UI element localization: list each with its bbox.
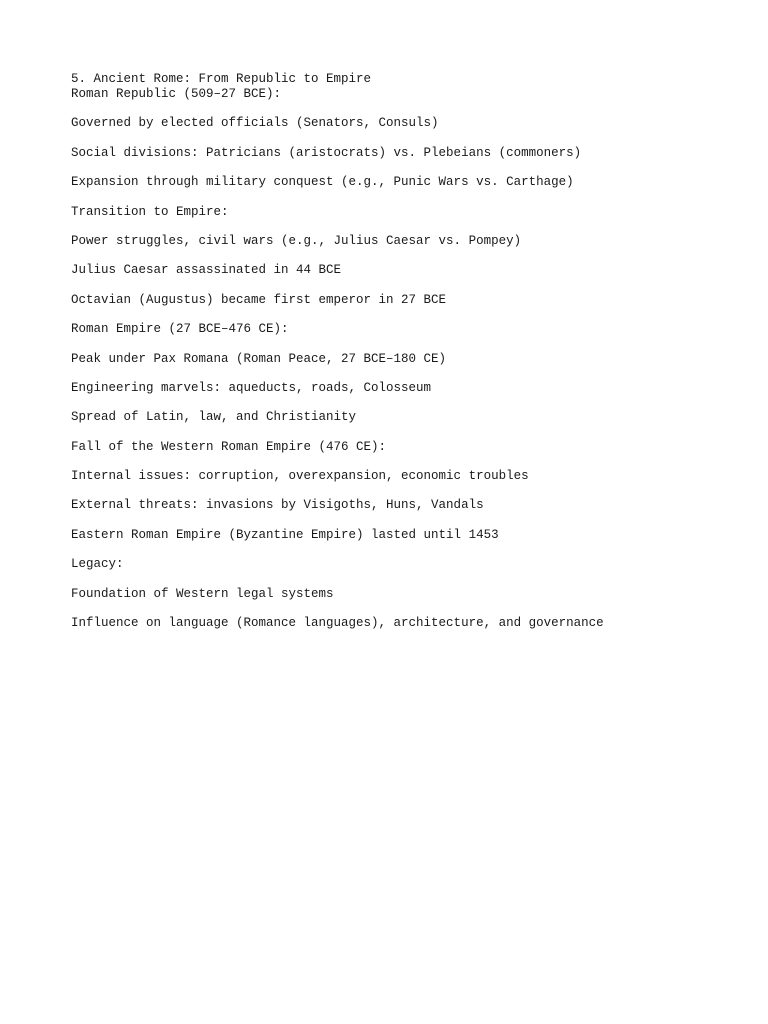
paragraph: Engineering marvels: aqueducts, roads, Colosseum: [71, 380, 432, 395]
paragraph: Social divisions: Patricians (aristocrats) vs. Plebeians (commoners): [71, 145, 582, 160]
paragraph: Governed by elected officials (Senators, Consuls): [71, 116, 439, 131]
document-page: [71, 72, 731, 631]
section-heading: Fall of the Western Roman Empire (476 CE):: [71, 439, 387, 454]
section-heading: Transition to Empire:: [71, 204, 229, 219]
paragraph: Spread of Latin, law, and Christianity: [71, 410, 357, 425]
section-subtitle: Roman Republic (509–27 BCE):: [71, 87, 282, 101]
heading-block: [71, 72, 731, 102]
paragraph: Eastern Roman Empire (Byzantine Empire) lasted until 1453: [71, 527, 499, 542]
paragraph: Peak under Pax Romana (Roman Peace, 27 BCE–180 CE): [71, 351, 447, 366]
section-heading: Roman Empire (27 BCE–476 CE):: [71, 322, 289, 337]
paragraph: Julius Caesar assassinated in 44 BCE: [71, 263, 342, 278]
paragraph: External threats: invasions by Visigoths, Huns, Vandals: [71, 498, 484, 513]
document-title: 5. Ancient Rome: From Republic to Empire: [71, 72, 372, 86]
paragraph: Octavian (Augustus) became first emperor in 27 BCE: [71, 292, 447, 307]
paragraph: Internal issues: corruption, overexpansion, economic troubles: [71, 469, 529, 484]
paragraph: Power struggles, civil wars (e.g., Julius Caesar vs. Pompey): [71, 233, 522, 248]
paragraph: Foundation of Western legal systems: [71, 586, 334, 601]
section-heading: Legacy:: [71, 557, 124, 572]
paragraph: Influence on language (Romance languages), architecture, and governance: [71, 616, 604, 631]
paragraph: Expansion through military conquest (e.g., Punic Wars vs. Carthage): [71, 175, 574, 190]
